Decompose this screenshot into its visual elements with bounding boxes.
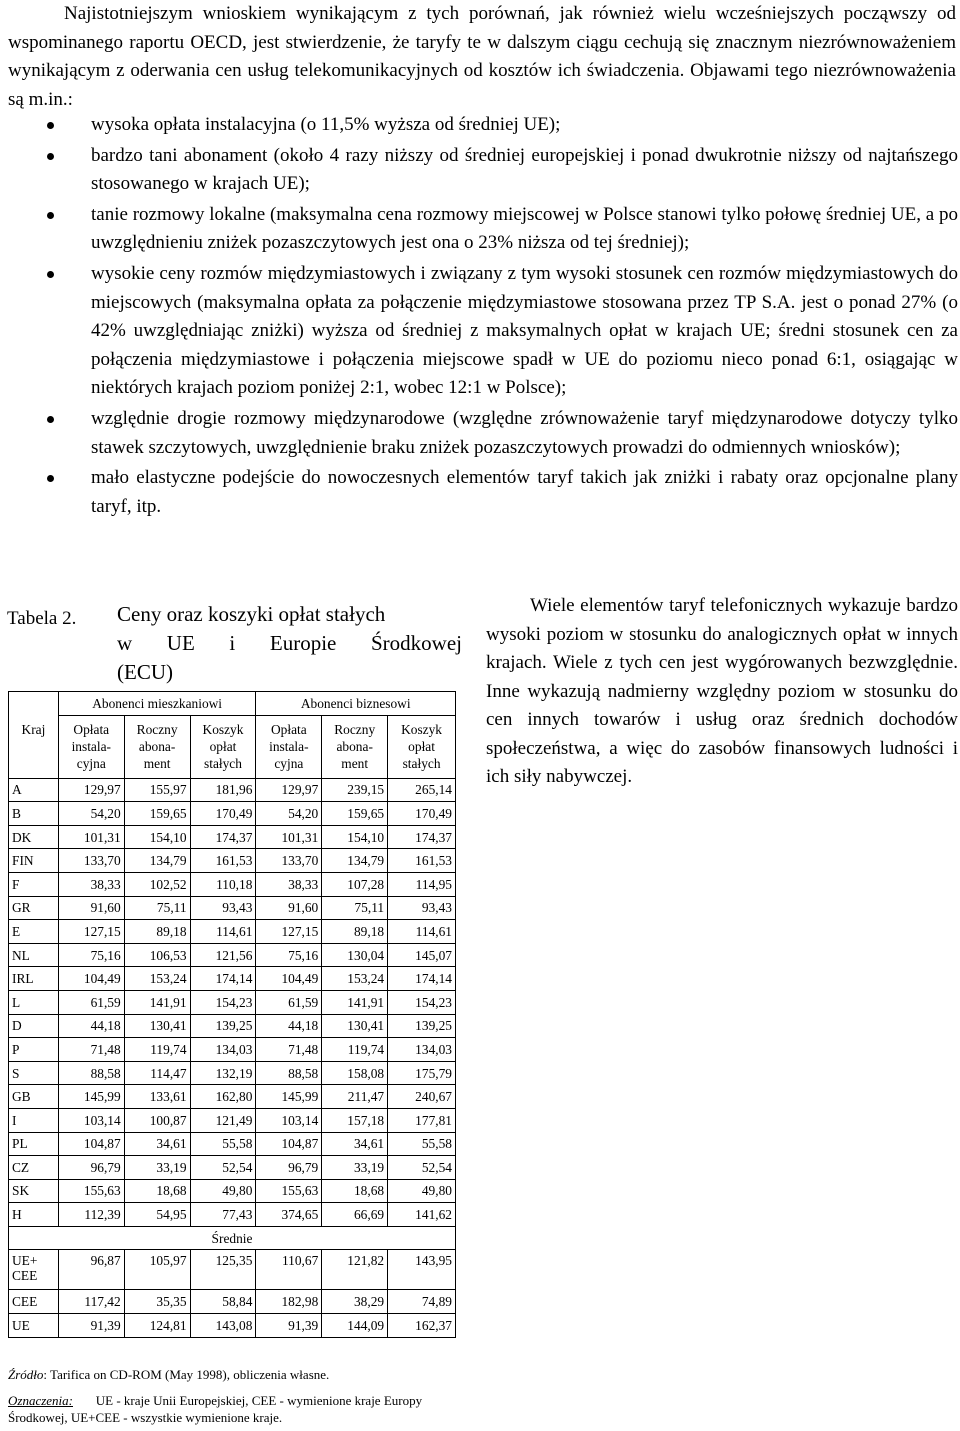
averages-title: Średnie (9, 1226, 456, 1250)
value-cell: 182,98 (256, 1290, 322, 1314)
value-cell: 145,99 (58, 1085, 124, 1109)
value-cell: 89,18 (322, 920, 388, 944)
value-cell: 91,60 (58, 896, 124, 920)
value-cell: 44,18 (256, 1014, 322, 1038)
header-business: Abonenci biznesowi (256, 692, 456, 716)
country-cell: UE (9, 1314, 59, 1338)
value-cell: 96,79 (256, 1156, 322, 1180)
country-cell: L (9, 990, 59, 1014)
value-cell: 93,43 (190, 896, 256, 920)
value-cell: 133,70 (58, 849, 124, 873)
value-cell: 34,61 (124, 1132, 190, 1156)
value-cell: 117,42 (58, 1290, 124, 1314)
value-cell: 154,10 (124, 825, 190, 849)
header-residential: Abonenci mieszkaniowi (58, 692, 256, 716)
bullet-item (0, 111, 958, 140)
value-cell: 159,65 (124, 802, 190, 826)
value-cell: 132,19 (190, 1061, 256, 1085)
value-cell: 161,53 (388, 849, 456, 873)
bullet-text: wysoka opłata instalacyjna (o 11,5% wyższa od średniej UE); (91, 114, 561, 135)
value-cell: 101,31 (58, 825, 124, 849)
bullet-item (0, 142, 958, 199)
value-cell: 91,39 (58, 1314, 124, 1338)
country-cell: DK (9, 825, 59, 849)
value-cell: 174,37 (388, 825, 456, 849)
value-cell: 61,59 (58, 990, 124, 1014)
value-cell: 177,81 (388, 1108, 456, 1132)
value-cell: 174,37 (190, 825, 256, 849)
table-row (9, 896, 456, 920)
table-row (9, 990, 456, 1014)
value-cell: 154,23 (388, 990, 456, 1014)
value-cell: 55,58 (190, 1132, 256, 1156)
value-cell: 88,58 (58, 1061, 124, 1085)
source-note (8, 1366, 329, 1383)
value-cell: 133,61 (124, 1085, 190, 1109)
country-cell: GR (9, 896, 59, 920)
value-cell: 158,08 (322, 1061, 388, 1085)
value-cell: 96,79 (58, 1156, 124, 1180)
value-cell: 114,61 (190, 920, 256, 944)
table-label: Tabela 2. (7, 608, 77, 629)
country-cell: FIN (9, 849, 59, 873)
value-cell: 125,35 (190, 1250, 256, 1290)
value-cell: 240,67 (388, 1085, 456, 1109)
country-cell: NL (9, 943, 59, 967)
bullet-text: tanie rozmowy lokalne (maksymalna cena rozmowy miejscowej w Polsce stanowi tylko połowę średniej UE, a po uwzględnieniu zniżek pozaszczytowych jest ona o 23% niższa od tej średniej); (91, 203, 958, 254)
value-cell: 161,53 (190, 849, 256, 873)
value-cell: 96,87 (58, 1250, 124, 1290)
country-cell: E (9, 920, 59, 944)
legend-note (8, 1392, 448, 1426)
bullet-item (0, 260, 958, 403)
value-cell: 107,28 (322, 872, 388, 896)
value-cell: 74,89 (388, 1290, 456, 1314)
value-cell: 119,74 (322, 1038, 388, 1062)
value-cell: 105,97 (124, 1250, 190, 1290)
value-cell: 154,23 (190, 990, 256, 1014)
value-cell: 35,35 (124, 1290, 190, 1314)
value-cell: 110,67 (256, 1250, 322, 1290)
bullet-dot-icon (47, 122, 54, 129)
value-cell: 18,68 (322, 1179, 388, 1203)
value-cell: 239,15 (322, 778, 388, 802)
value-cell: 77,43 (190, 1203, 256, 1227)
table-row (9, 1314, 456, 1338)
value-cell: 145,07 (388, 943, 456, 967)
value-cell: 143,95 (388, 1250, 456, 1290)
header-bus-subscription: Roczny abona-ment (322, 715, 388, 778)
value-cell: 114,95 (388, 872, 456, 896)
table-row (9, 1290, 456, 1314)
value-cell: 18,68 (124, 1179, 190, 1203)
bullet-list (0, 111, 958, 523)
header-bus-install: Opłata instala-cyjna (256, 715, 322, 778)
value-cell: 52,54 (190, 1156, 256, 1180)
country-cell: SK (9, 1179, 59, 1203)
value-cell: 181,96 (190, 778, 256, 802)
value-cell: 134,79 (322, 849, 388, 873)
legend-text: UE - kraje Unii Europejskiej, CEE - wymienione kraje Europy Środkowej, UE+CEE - wszystkie wymienione kraje. (8, 1393, 423, 1425)
table-row (9, 1038, 456, 1062)
value-cell: 134,03 (388, 1038, 456, 1062)
table-row (9, 1132, 456, 1156)
value-cell: 49,80 (388, 1179, 456, 1203)
value-cell: 33,19 (124, 1156, 190, 1180)
averages-body (9, 1250, 456, 1337)
value-cell: 144,09 (322, 1314, 388, 1338)
bullet-item (0, 405, 958, 462)
value-cell: 104,87 (58, 1132, 124, 1156)
value-cell: 134,03 (190, 1038, 256, 1062)
value-cell: 114,47 (124, 1061, 190, 1085)
value-cell: 145,99 (256, 1085, 322, 1109)
value-cell: 141,91 (124, 990, 190, 1014)
value-cell: 58,84 (190, 1290, 256, 1314)
value-cell: 38,33 (256, 872, 322, 896)
value-cell: 162,80 (190, 1085, 256, 1109)
header-res-install: Opłata instala-cyjna (58, 715, 124, 778)
country-cell: CEE (9, 1290, 59, 1314)
header-country: Kraj (9, 692, 59, 779)
value-cell: 71,48 (58, 1038, 124, 1062)
value-cell: 139,25 (388, 1014, 456, 1038)
value-cell: 71,48 (256, 1038, 322, 1062)
value-cell: 170,49 (388, 802, 456, 826)
value-cell: 134,79 (124, 849, 190, 873)
table-row (9, 778, 456, 802)
country-cell: D (9, 1014, 59, 1038)
value-cell: 100,87 (124, 1108, 190, 1132)
country-cell: P (9, 1038, 59, 1062)
value-cell: 52,54 (388, 1156, 456, 1180)
averages-title-row (9, 1226, 456, 1250)
value-cell: 75,16 (58, 943, 124, 967)
value-cell: 104,87 (256, 1132, 322, 1156)
value-cell: 110,18 (190, 872, 256, 896)
value-cell: 88,58 (256, 1061, 322, 1085)
table-row (9, 825, 456, 849)
bullet-item (0, 464, 958, 521)
value-cell: 155,63 (58, 1179, 124, 1203)
value-cell: 127,15 (256, 920, 322, 944)
value-cell: 129,97 (58, 778, 124, 802)
table-row (9, 1061, 456, 1085)
value-cell: 170,49 (190, 802, 256, 826)
value-cell: 75,16 (256, 943, 322, 967)
value-cell: 139,25 (190, 1014, 256, 1038)
country-cell: GB (9, 1085, 59, 1109)
value-cell: 93,43 (388, 896, 456, 920)
value-cell: 130,41 (124, 1014, 190, 1038)
table-row (9, 849, 456, 873)
value-cell: 101,31 (256, 825, 322, 849)
bullet-dot-icon (47, 212, 54, 219)
table-row (9, 1108, 456, 1132)
value-cell: 54,20 (256, 802, 322, 826)
country-cell: PL (9, 1132, 59, 1156)
value-cell: 34,61 (322, 1132, 388, 1156)
value-cell: 75,11 (322, 896, 388, 920)
source-label: Źródło (8, 1367, 44, 1382)
value-cell: 154,10 (322, 825, 388, 849)
table-title-line1: Ceny oraz koszyki opłat stałych (117, 602, 386, 626)
value-cell: 103,14 (58, 1108, 124, 1132)
table-row (9, 872, 456, 896)
value-cell: 104,49 (256, 967, 322, 991)
value-cell: 211,47 (322, 1085, 388, 1109)
value-cell: 141,62 (388, 1203, 456, 1227)
bullet-text: mało elastyczne podejście do nowoczesnych elementów taryf takich jak zniżki i rabaty oraz opcjonalne plany taryf, itp. (91, 467, 958, 517)
value-cell: 174,14 (388, 967, 456, 991)
price-table (8, 691, 456, 1338)
value-cell: 130,04 (322, 943, 388, 967)
value-cell: 155,63 (256, 1179, 322, 1203)
value-cell: 374,65 (256, 1203, 322, 1227)
legend-label: Oznaczenia: (8, 1393, 73, 1408)
bullet-dot-icon (47, 271, 54, 278)
country-cell: UE+ CEE (9, 1250, 59, 1290)
country-cell: B (9, 802, 59, 826)
table-title-line2: w UE i Europie Środkowej (117, 631, 462, 655)
country-cell: CZ (9, 1156, 59, 1180)
value-cell: 44,18 (58, 1014, 124, 1038)
country-cell: I (9, 1108, 59, 1132)
value-cell: 153,24 (322, 967, 388, 991)
value-cell: 66,69 (322, 1203, 388, 1227)
value-cell: 91,39 (256, 1314, 322, 1338)
bullet-item (0, 201, 958, 258)
value-cell: 155,97 (124, 778, 190, 802)
source-text: : Tarifica on CD-ROM (May 1998), obliczenia własne. (43, 1367, 330, 1382)
value-cell: 157,18 (322, 1108, 388, 1132)
table-group-header-row (9, 692, 456, 716)
value-cell: 121,82 (322, 1250, 388, 1290)
value-cell: 104,49 (58, 967, 124, 991)
value-cell: 119,74 (124, 1038, 190, 1062)
side-paragraph: Wiele elementów taryf telefonicznych wykazuje bardzo wysoki poziom w stosunku do analogicznych opłat w innych krajach. Wiele z tych cen jest wygórowanych bezwzględnie. Inne wykazują nadmierny względny poziom w stosunku do cen innych towarów i usług oraz średnich dochodów społeczeństwa, a więc do zasobów finansowych ludności i ich siły nabywczej. (486, 595, 958, 787)
value-cell: 141,91 (322, 990, 388, 1014)
table-row (9, 1250, 456, 1290)
value-cell: 174,14 (190, 967, 256, 991)
value-cell: 133,70 (256, 849, 322, 873)
bullet-text: względnie drogie rozmowy międzynarodowe (względne zrównoważenie taryf międzynarodowe dotyczy tylko stawek szczytowych, uwzględnienie braku zniżek pozaszczytowych prowadzi do odmiennych wniosków); (91, 407, 958, 458)
header-res-subscription: Roczny abona-ment (124, 715, 190, 778)
table-row (9, 802, 456, 826)
value-cell: 75,11 (124, 896, 190, 920)
value-cell: 129,97 (256, 778, 322, 802)
value-cell: 61,59 (256, 990, 322, 1014)
table-row (9, 920, 456, 944)
header-res-basket: Koszyk opłat stałych (190, 715, 256, 778)
value-cell: 121,49 (190, 1108, 256, 1132)
country-cell: IRL (9, 967, 59, 991)
bullet-dot-icon (47, 416, 54, 423)
value-cell: 38,33 (58, 872, 124, 896)
value-cell: 265,14 (388, 778, 456, 802)
bullet-text: wysokie ceny rozmów międzymiastowych i związany z tym wysoki stosunek cen rozmów międzymiastowych do miejscowych (maksymalna opłata za połączenie międzymiastowe stosowana przez TP S.A. jest o ponad 27% (o 42% uwzględniając zniżki) wyższa od średniej z maksymalnych opłat w krajach UE; średni stosunek cen za połączenia międzymiastowe i połączenia miejscowe spadł w UE do poziomu nieco ponad 6:1, osiągając w niektórych krajach poziom poniżej 2:1, wobec 12:1 w Polsce); (91, 262, 958, 399)
country-cell: H (9, 1203, 59, 1227)
table-row (9, 943, 456, 967)
value-cell: 102,52 (124, 872, 190, 896)
value-cell: 91,60 (256, 896, 322, 920)
value-cell: 127,15 (58, 920, 124, 944)
bullet-dot-icon (47, 475, 54, 482)
value-cell: 54,20 (58, 802, 124, 826)
table-row (9, 1156, 456, 1180)
country-cell: A (9, 778, 59, 802)
bullet-text: bardzo tani abonament (około 4 razy niższy od średniej europejskiej i ponad dwukrotnie niższy od najtańszego stosowanego w krajach UE); (91, 144, 958, 195)
value-cell: 114,61 (388, 920, 456, 944)
table-title-line3: (ECU) (117, 660, 173, 684)
value-cell: 103,14 (256, 1108, 322, 1132)
table-row (9, 1014, 456, 1038)
value-cell: 112,39 (58, 1203, 124, 1227)
value-cell: 130,41 (322, 1014, 388, 1038)
table-row (9, 967, 456, 991)
value-cell: 159,65 (322, 802, 388, 826)
value-cell: 38,29 (322, 1290, 388, 1314)
bullet-dot-icon (47, 153, 54, 160)
country-cell: S (9, 1061, 59, 1085)
value-cell: 162,37 (388, 1314, 456, 1338)
value-cell: 54,95 (124, 1203, 190, 1227)
value-cell: 175,79 (388, 1061, 456, 1085)
table-row (9, 1203, 456, 1227)
table-title (117, 600, 462, 687)
table-column-header-row (9, 715, 456, 778)
country-cell: F (9, 872, 59, 896)
header-bus-basket: Koszyk opłat stałych (388, 715, 456, 778)
value-cell: 33,19 (322, 1156, 388, 1180)
value-cell: 143,08 (190, 1314, 256, 1338)
table-body (9, 778, 456, 1226)
value-cell: 89,18 (124, 920, 190, 944)
value-cell: 106,53 (124, 943, 190, 967)
value-cell: 49,80 (190, 1179, 256, 1203)
value-cell: 124,81 (124, 1314, 190, 1338)
value-cell: 153,24 (124, 967, 190, 991)
table-row (9, 1179, 456, 1203)
intro-paragraph: Najistotniejszym wnioskiem wynikającym z tych porównań, jak również wielu wcześniejszych począwszy od wspominanego raportu OECD, jest stwierdzenie, że taryfy te w dalszym ciągu cechują się znacznym niezrównoważeniem wynikającym z oderwania cen usług telekomunikacyjnych od kosztów ich świadczenia. Objawami tego niezrównoważenia są m.in.: (8, 3, 956, 110)
value-cell: 55,58 (388, 1132, 456, 1156)
value-cell: 121,56 (190, 943, 256, 967)
table-row (9, 1085, 456, 1109)
